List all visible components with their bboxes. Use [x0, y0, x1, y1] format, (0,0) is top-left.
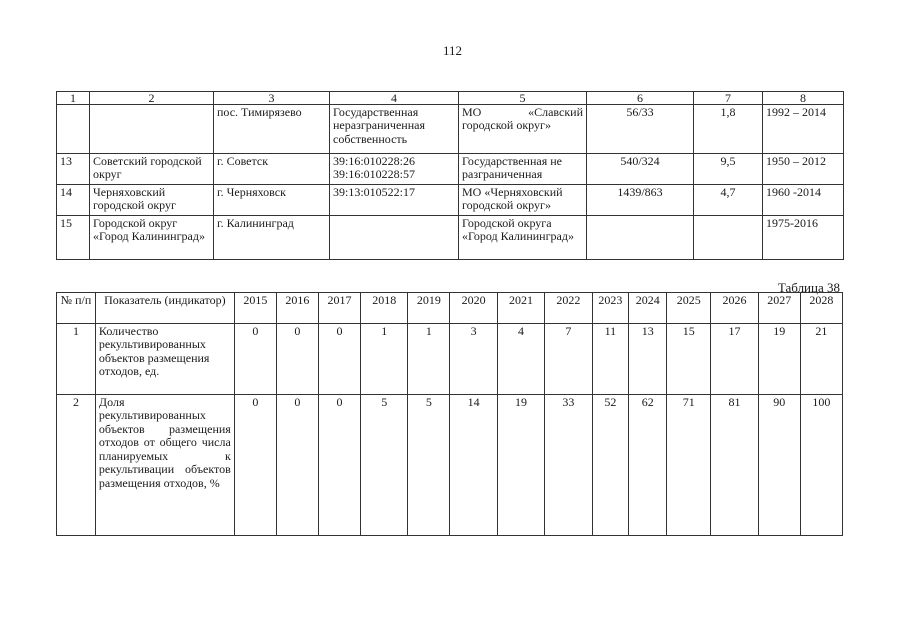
year-header: 2020	[450, 293, 497, 324]
value-cell: 19	[758, 324, 800, 395]
value-cell: 62	[629, 395, 667, 536]
cadastral-cell: 39:13:010522:17	[330, 185, 459, 216]
page-number: 112	[442, 43, 463, 58]
value-cell: 21	[800, 324, 842, 395]
period-cell: 1950 – 2012	[763, 154, 844, 185]
value-cell: 19	[497, 395, 544, 536]
owner-cell: Государственная не разграниченная	[459, 154, 587, 185]
value-cell: 1	[408, 324, 450, 395]
number-header: № п/п	[57, 293, 96, 324]
period-cell: 1992 – 2014	[763, 105, 844, 154]
row-number-cell: 14	[57, 185, 90, 216]
indicator-name-cell: Количество рекультивированных объектов размещения отходов, ед.	[95, 324, 234, 395]
cadastral-cell: Государственная неразграниченная собственность	[330, 105, 459, 154]
table-caption: Таблица 38	[777, 280, 840, 295]
row-number-cell: 2	[57, 395, 96, 536]
settlement-cell: г. Черняховск	[214, 185, 330, 216]
year-header: 2017	[318, 293, 360, 324]
value-cell: 13	[629, 324, 667, 395]
value-cell: 0	[276, 395, 318, 536]
district-cell	[90, 105, 214, 154]
settlement-cell: г. Калининград	[214, 216, 330, 260]
volume-cell: 9,5	[694, 154, 763, 185]
value-cell: 4	[497, 324, 544, 395]
objects-table-header-row	[57, 92, 844, 105]
column-number-header: 7	[694, 92, 763, 105]
column-number-header: 1	[57, 92, 90, 105]
value-cell: 33	[545, 395, 592, 536]
indicator-header: Показатель (индикатор)	[95, 293, 234, 324]
row-number-cell	[57, 105, 90, 154]
value-cell: 0	[276, 324, 318, 395]
cadastral-cell: 39:16:010228:26 39:16:010228:57	[330, 154, 459, 185]
value-cell: 0	[234, 324, 276, 395]
value-cell: 100	[800, 395, 842, 536]
value-cell: 14	[450, 395, 497, 536]
district-cell: Черняховский городской округ	[90, 185, 214, 216]
indicators-table-header-row	[57, 293, 843, 324]
value-cell: 3	[450, 324, 497, 395]
cadastral-cell	[330, 216, 459, 260]
row-number-cell: 15	[57, 216, 90, 260]
column-number-header: 3	[214, 92, 330, 105]
objects-table	[56, 91, 844, 260]
area-cell: 1439/863	[587, 185, 694, 216]
year-header: 2027	[758, 293, 800, 324]
owner-cell: Городской округа «Город Калининград»	[459, 216, 587, 260]
table-row	[57, 324, 843, 395]
year-header: 2019	[408, 293, 450, 324]
column-number-header: 8	[763, 92, 844, 105]
area-cell	[587, 216, 694, 260]
table-row	[57, 105, 844, 154]
district-cell: Городской округ «Город Калининград»	[90, 216, 214, 260]
value-cell: 0	[318, 324, 360, 395]
column-number-header: 2	[90, 92, 214, 105]
owner-cell: МО «Славский городской округ»	[459, 105, 587, 154]
settlement-cell: пос. Тимирязево	[214, 105, 330, 154]
year-header: 2018	[361, 293, 408, 324]
year-header: 2021	[497, 293, 544, 324]
value-cell: 15	[667, 324, 711, 395]
column-number-header: 5	[459, 92, 587, 105]
table-row	[57, 395, 843, 536]
table-row	[57, 216, 844, 260]
year-header: 2016	[276, 293, 318, 324]
column-number-header: 4	[330, 92, 459, 105]
indicator-name-cell: Доля рекультивированных объектов размещения отходов от общего числа планируемых к рекультивации объектов размещения отходов, %	[95, 395, 234, 536]
year-header: 2015	[234, 293, 276, 324]
year-header: 2025	[667, 293, 711, 324]
value-cell: 5	[361, 395, 408, 536]
column-number-header: 6	[587, 92, 694, 105]
period-cell: 1960 -2014	[763, 185, 844, 216]
year-header: 2028	[800, 293, 842, 324]
period-cell: 1975-2016	[763, 216, 844, 260]
volume-cell	[694, 216, 763, 260]
value-cell: 81	[711, 395, 758, 536]
value-cell: 0	[234, 395, 276, 536]
owner-cell: МО «Черняховский городской округ»	[459, 185, 587, 216]
year-header: 2022	[545, 293, 592, 324]
year-header: 2026	[711, 293, 758, 324]
area-cell: 56/33	[587, 105, 694, 154]
year-header: 2023	[592, 293, 629, 324]
value-cell: 5	[408, 395, 450, 536]
volume-cell: 1,8	[694, 105, 763, 154]
year-header: 2024	[629, 293, 667, 324]
volume-cell: 4,7	[694, 185, 763, 216]
row-number-cell: 1	[57, 324, 96, 395]
area-cell: 540/324	[587, 154, 694, 185]
row-number-cell: 13	[57, 154, 90, 185]
settlement-cell: г. Советск	[214, 154, 330, 185]
value-cell: 11	[592, 324, 629, 395]
value-cell: 1	[361, 324, 408, 395]
value-cell: 52	[592, 395, 629, 536]
district-cell: Советский городской округ	[90, 154, 214, 185]
table-row	[57, 185, 844, 216]
value-cell: 90	[758, 395, 800, 536]
value-cell: 7	[545, 324, 592, 395]
value-cell: 0	[318, 395, 360, 536]
value-cell: 71	[667, 395, 711, 536]
indicators-table	[56, 292, 843, 536]
value-cell: 17	[711, 324, 758, 395]
table-row	[57, 154, 844, 185]
